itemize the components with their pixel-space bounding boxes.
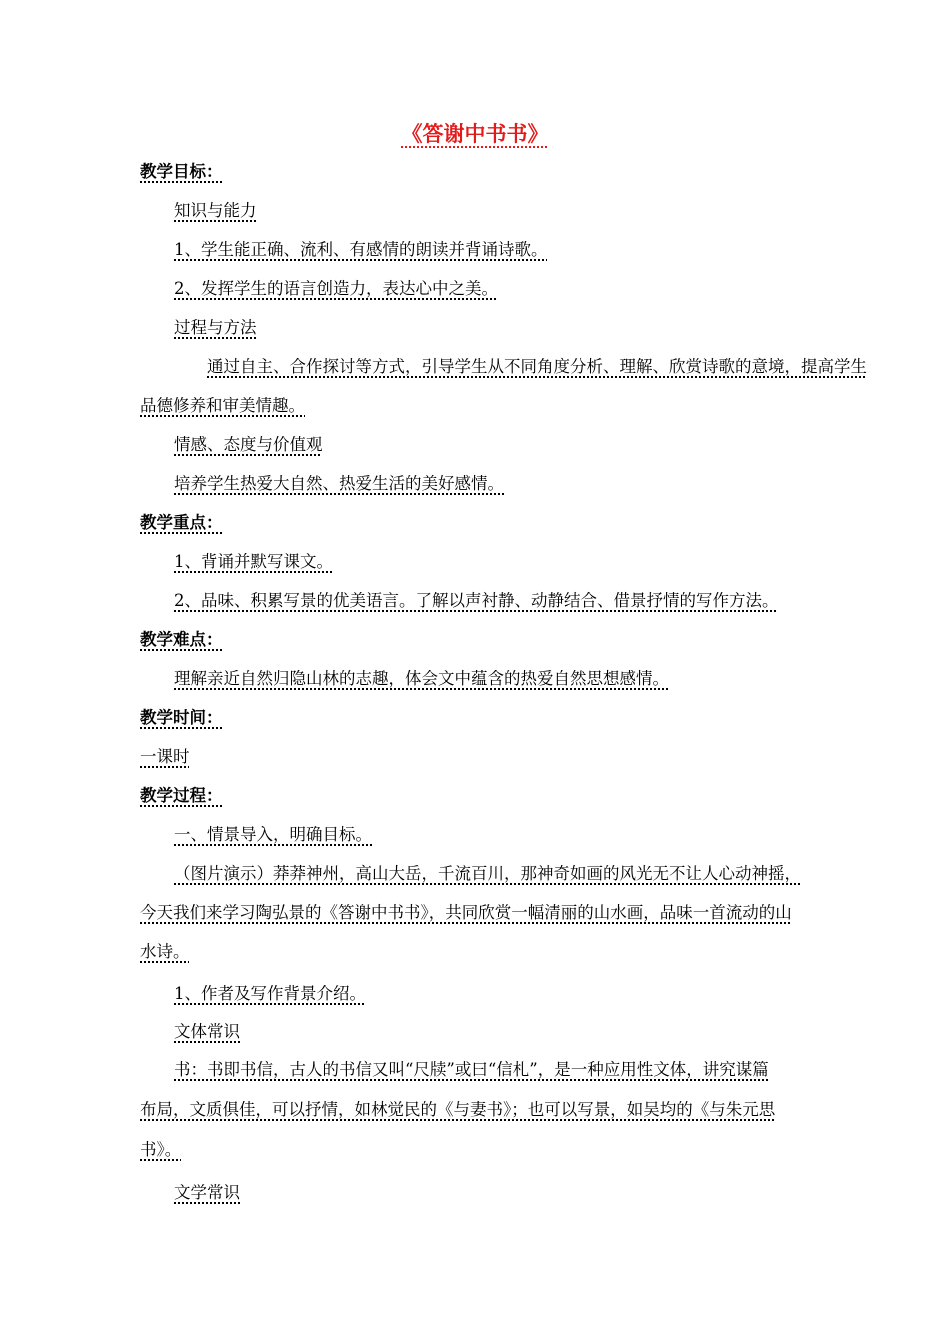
process-item-1: 1、作者及写作背景介绍。	[174, 984, 366, 1003]
objectives-heading: 教学目标：	[140, 162, 223, 181]
process-method-line-1: 通过自主、合作探讨等方式，引导学生从不同角度分析、理解、欣赏诗歌的意境，提高学生	[207, 357, 867, 376]
difficulties-text: 理解亲近自然归隐山林的志趣，体会文中蕴含的热爱自然思想感情。	[174, 669, 669, 688]
key-point-2: 2、品味、积累写景的优美语言。了解以声衬静、动静结合、借景抒情的写作方法。	[174, 591, 779, 610]
key-points-heading: 教学重点：	[140, 513, 223, 532]
literature-heading: 文学常识	[174, 1183, 240, 1202]
emotion-text: 培养学生热爱大自然、热爱生活的美好感情。	[174, 474, 504, 493]
process-heading: 教学过程：	[140, 786, 223, 805]
genre-line-1: 书：书即书信，古人的书信又叫“尺牍”或曰“信札”，是一种应用性文体，讲究谋篇	[174, 1060, 769, 1079]
time-heading: 教学时间：	[140, 708, 223, 727]
time-text: 一课时	[140, 747, 190, 766]
genre-heading: 文体常识	[174, 1022, 240, 1041]
knowledge-heading: 知识与能力	[174, 201, 257, 220]
difficulties-heading: 教学难点：	[140, 630, 223, 649]
knowledge-item-1: 1、学生能正确、流利、有感情的朗读并背诵诗歌。	[174, 240, 548, 259]
process-step-1: 一、情景导入，明确目标。	[174, 825, 372, 844]
process-method-heading: 过程与方法	[174, 318, 257, 337]
intro-line-1: （图片演示）莽莽神州，高山大岳，千流百川，那神奇如画的风光无不让人心动神摇，	[174, 864, 801, 883]
process-method-line-2: 品德修养和审美情趣。	[140, 396, 305, 415]
key-point-1: 1、背诵并默写课文。	[174, 552, 333, 571]
genre-line-2: 布局，文质俱佳，可以抒情，如林觉民的《与妻书》；也可以写景，如吴均的《与朱元思	[140, 1100, 776, 1119]
genre-line-3: 书》。	[140, 1140, 182, 1159]
document-title: 《答谢中书书》	[401, 121, 549, 146]
intro-line-3: 水诗。	[140, 942, 190, 961]
intro-line-2: 今天我们来学习陶弘景的《答谢中书书》，共同欣赏一幅清丽的山水画，品味一首流动的山	[140, 903, 792, 922]
emotion-heading: 情感、态度与价值观	[174, 435, 323, 454]
knowledge-item-2: 2、发挥学生的语言创造力，表达心中之美。	[174, 279, 498, 298]
